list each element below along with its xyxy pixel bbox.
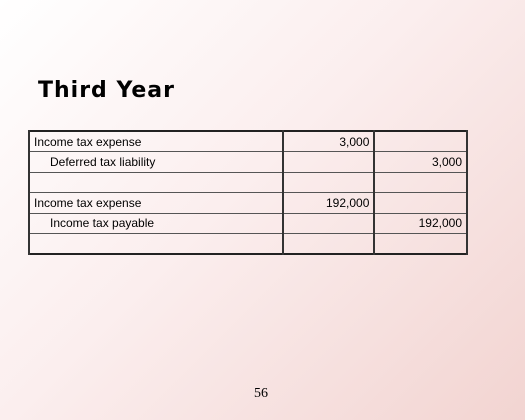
debit-cell (283, 234, 375, 255)
page-number: 56 (254, 386, 268, 401)
debit-cell (283, 152, 375, 173)
debit-cell: 3,000 (283, 131, 375, 152)
table-row (29, 234, 467, 255)
account-cell: Income tax payable (29, 213, 283, 234)
debit-cell (283, 213, 375, 234)
debit-cell: 192,000 (283, 193, 375, 214)
credit-cell: 3,000 (374, 152, 467, 173)
table-row (29, 131, 467, 152)
credit-cell (374, 193, 467, 214)
account-cell: Deferred tax liability (29, 152, 283, 173)
account-cell (29, 172, 283, 193)
table-row (29, 213, 467, 234)
table-row (29, 193, 467, 214)
table-row (29, 152, 467, 173)
credit-cell (374, 172, 467, 193)
table-row (29, 172, 467, 193)
account-cell (29, 234, 283, 255)
credit-cell: 192,000 (374, 213, 467, 234)
debit-cell (283, 172, 375, 193)
credit-cell (374, 131, 467, 152)
account-cell: Income tax expense (29, 131, 283, 152)
slide-title: Third Year (38, 78, 175, 103)
account-cell: Income tax expense (29, 193, 283, 214)
journal-entry-table (28, 130, 468, 255)
credit-cell (374, 234, 467, 255)
